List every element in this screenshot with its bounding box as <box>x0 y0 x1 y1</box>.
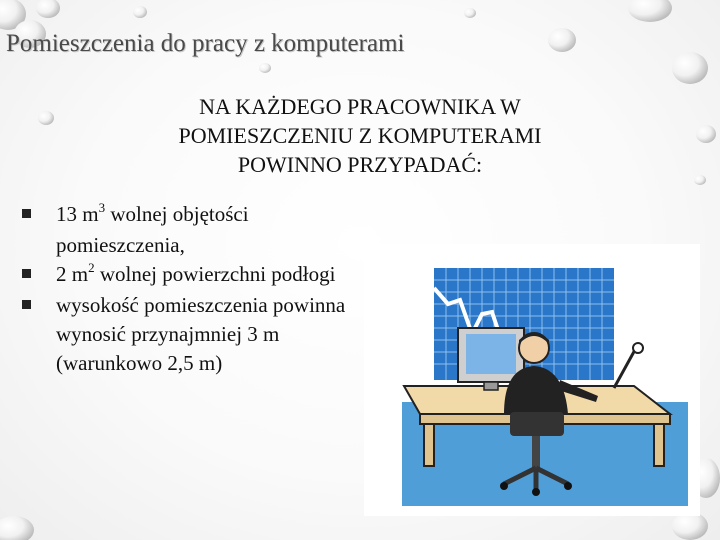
bullet-text: wysokość pomieszczenia powinna wynosić przynajmniej 3 m (warunkowo 2,5 m) <box>56 293 346 375</box>
heading-line: POWINNO PRZYPADAĆ: <box>237 152 483 177</box>
slide-heading <box>60 92 660 179</box>
monitor-screen <box>466 334 516 374</box>
list-item <box>22 200 352 260</box>
heading-line: NA KAŻDEGO PRACOWNIKA W <box>199 94 521 119</box>
bullet-text: 2 m <box>56 262 89 286</box>
bullet-text-rest: wolnej objętości pomieszczenia, <box>56 202 249 257</box>
office-worker-computer-icon <box>364 244 700 516</box>
bullet-square-icon <box>22 300 31 309</box>
heading-line: POMIESZCZENIU Z KOMPUTERAMI <box>178 123 542 148</box>
list-item <box>22 260 352 291</box>
bullet-square-icon <box>22 269 31 278</box>
bullet-superscript: 3 <box>98 200 106 215</box>
list-item <box>22 291 352 378</box>
bullet-superscript: 2 <box>88 260 95 275</box>
bullet-text: 13 m <box>56 202 99 226</box>
slide-title: Pomieszczenia do pracy z komputerami <box>6 30 405 57</box>
requirements-list <box>22 200 352 378</box>
bullet-square-icon <box>22 209 31 218</box>
bullet-text-rest: wolnej powierzchni podłogi <box>94 262 336 286</box>
